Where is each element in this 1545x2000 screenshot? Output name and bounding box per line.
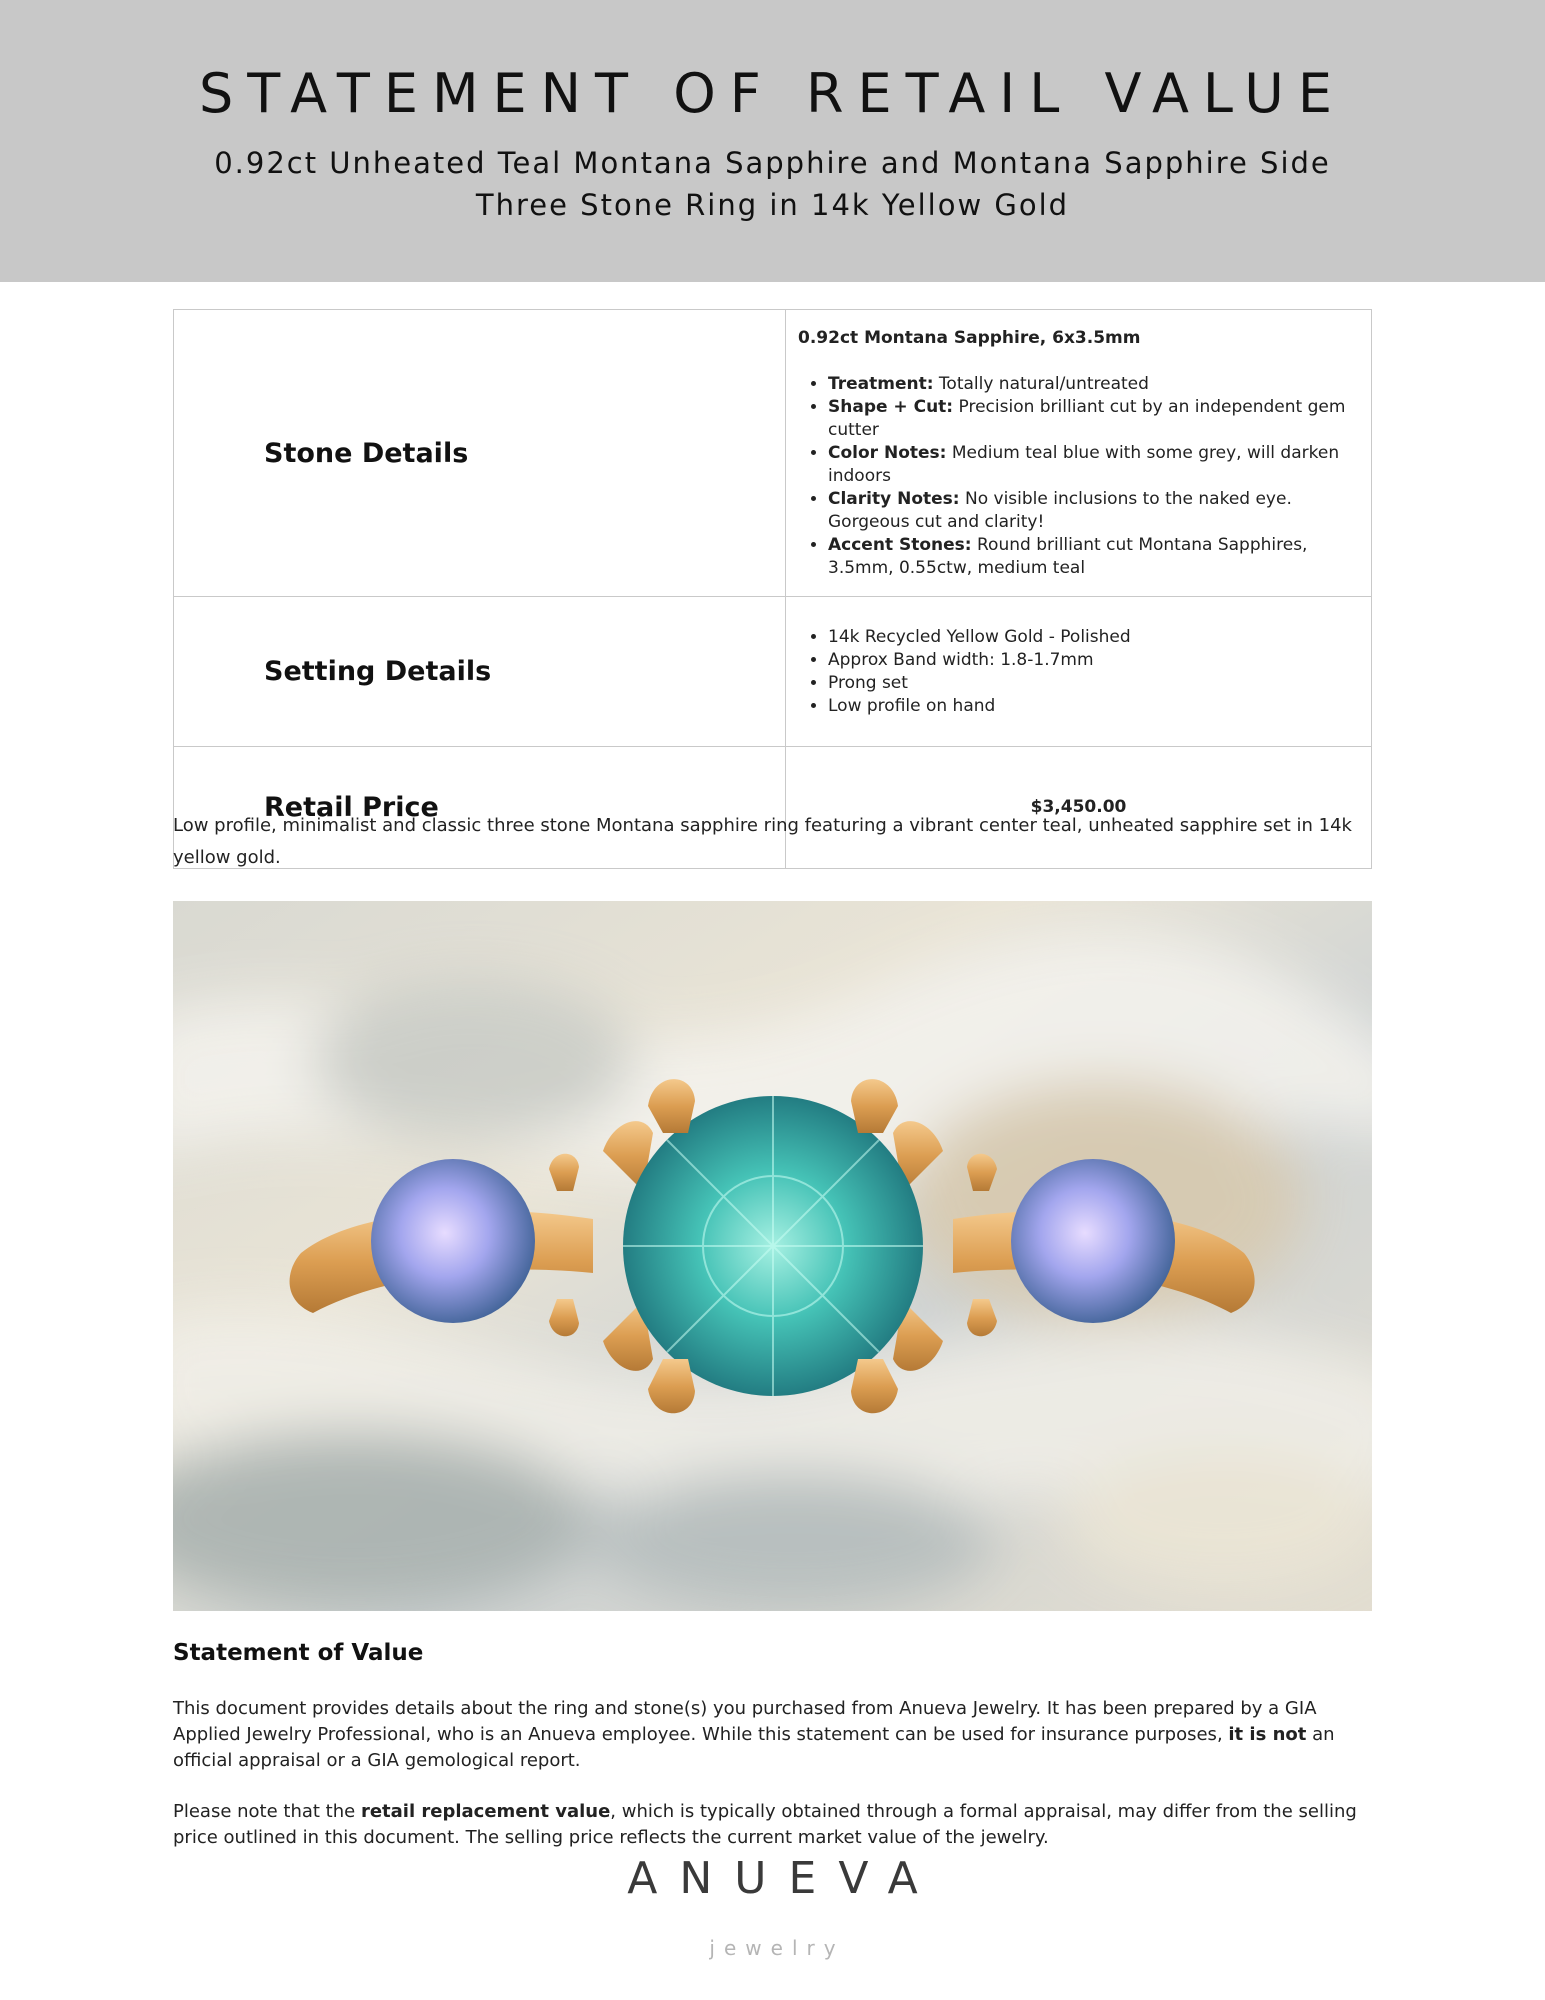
retail-price-value: $3,450.00: [786, 747, 1372, 869]
setting-detail-item: • Prong set: [828, 672, 1359, 695]
detail-value: Round brilliant cut Montana Sapphires, 3.5mm, 0.55ctw, medium teal: [828, 534, 1308, 578]
statement-emphasis: it is not: [1228, 1724, 1307, 1745]
stone-detail-color: [828, 442, 1359, 488]
setting-detail-item: • Low profile on hand: [828, 695, 1359, 718]
statement-text: an official appraisal or a GIA gemological report.: [173, 1724, 1335, 1771]
detail-value: Precision brilliant cut by an independent gem cutter: [828, 396, 1346, 440]
detail-key: Shape + Cut:: [828, 396, 954, 417]
setting-details-row: [174, 597, 1372, 747]
ring-illustration: [173, 901, 1372, 1611]
stone-details-list: [798, 373, 1359, 580]
product-description: Low profile, minimalist and classic three stone Montana sapphire ring featuring a vibrant center teal, unheated sapphire set in 14k yellow gold.: [173, 815, 1352, 868]
statement-text: This document provides details about the ring and stone(s) you purchased from Anueva Jewelry. It has been prepared by a GIA Applied Jewelry Professional, who is an Anueva employee. While this statement can be used for insurance purposes,: [173, 1698, 1317, 1745]
setting-detail-item: • 14k Recycled Yellow Gold - Polished: [828, 626, 1359, 649]
statement-emphasis: retail replacement value: [360, 1801, 611, 1822]
side-stone-left: [371, 1159, 535, 1323]
stone-detail-clarity: [828, 488, 1359, 534]
setting-details-cell: [786, 597, 1372, 747]
brand-logo: ANUEVA: [627, 1853, 940, 1904]
details-table: [173, 309, 1372, 869]
retail-price-label: Retail Price: [174, 747, 786, 869]
side-stone-right: [1011, 1159, 1175, 1323]
stone-details-label: Stone Details: [174, 310, 786, 597]
stone-detail-shape-cut: [828, 396, 1359, 442]
stone-detail-treatment: [828, 373, 1359, 396]
page-subtitle: 0.92ct Unheated Teal Montana Sapphire and Montana Sapphire Side Three Stone Ring in 14k Yellow Gold: [214, 146, 1331, 222]
center-stone-facets: [623, 1096, 923, 1396]
statement-paragraph-2: [173, 1799, 1378, 1851]
page-title: STATEMENT OF RETAIL VALUE: [199, 62, 1346, 125]
header-banner: [0, 0, 1545, 282]
brand-tagline: jewelry: [709, 1936, 845, 1960]
statement-of-value-title: Statement of Value: [173, 1640, 424, 1666]
statement-text: , which is typically obtained through a formal appraisal, may differ from the selling price outlined in this document. The selling price reflects the current market value of the jewelry.: [173, 1801, 1357, 1848]
stone-details-cell: [786, 310, 1372, 597]
ring-photo: [173, 901, 1372, 1611]
detail-key: Treatment:: [828, 373, 934, 394]
detail-key: Color Notes:: [828, 442, 947, 463]
stone-heading: 0.92ct Montana Sapphire, 6x3.5mm: [798, 327, 1141, 348]
setting-details-list: [798, 626, 1359, 718]
detail-key: Clarity Notes:: [828, 488, 960, 509]
detail-value: Medium teal blue with some grey, will darken indoors: [828, 442, 1340, 486]
stone-details-row: [174, 310, 1372, 597]
detail-value: No visible inclusions to the naked eye. Gorgeous cut and clarity!: [828, 488, 1292, 532]
setting-detail-item: • Approx Band width: 1.8-1.7mm: [828, 649, 1359, 672]
statement-paragraph-1: [173, 1696, 1378, 1774]
stone-detail-accent: [828, 534, 1359, 580]
statement-text: Please note that the: [173, 1801, 361, 1822]
detail-value: Totally natural/untreated: [933, 373, 1149, 394]
detail-key: Accent Stones:: [828, 534, 972, 555]
setting-details-label: Setting Details: [174, 597, 786, 747]
